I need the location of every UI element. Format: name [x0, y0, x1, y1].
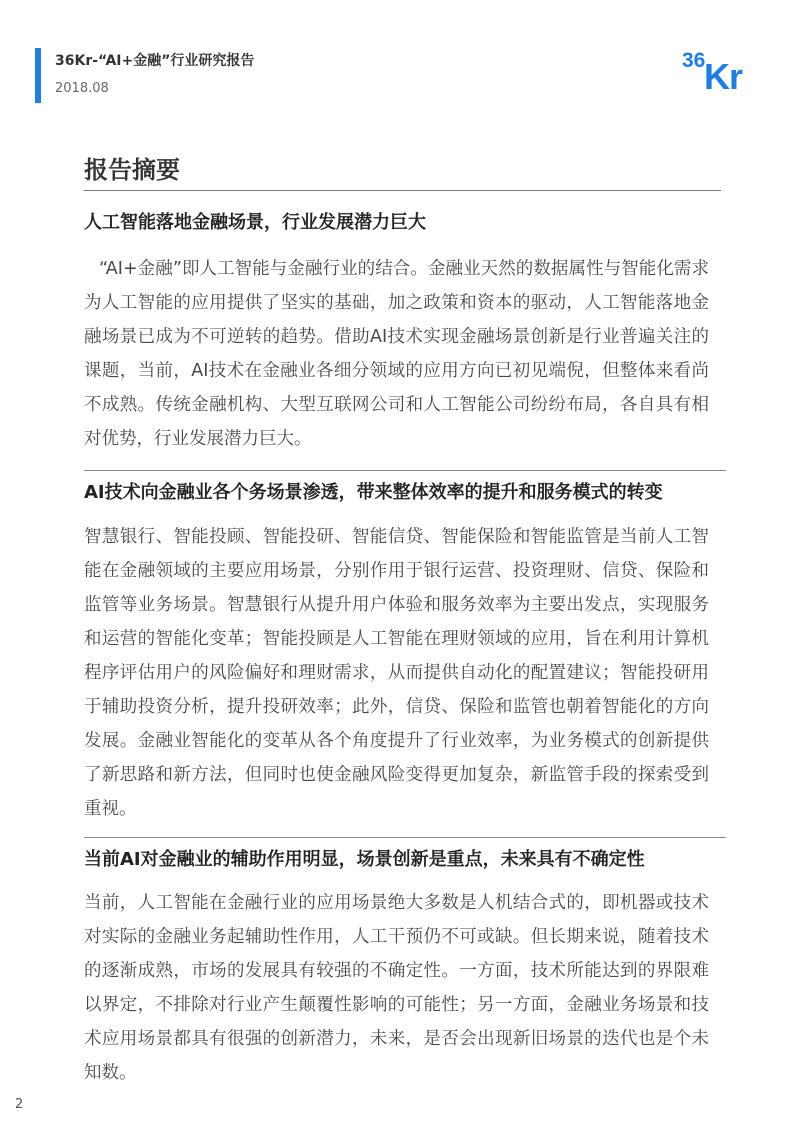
36kr-logo — [680, 44, 765, 94]
svg-text:Kr: Kr — [704, 56, 743, 94]
report-date: 2018.08 — [55, 81, 109, 96]
section-heading-3: 当前AI对金融业的辅助作用明显，场景创新是重点，未来具有不确定性 — [84, 849, 645, 870]
report-title: 36Kr-“AI+金融”行业研究报告 — [55, 53, 255, 69]
section-heading-1: 人工智能落地金融场景，行业发展潜力巨大 — [84, 212, 426, 233]
section-heading-2: AI技术向金融业各个务场景渗透，带来整体效率的提升和服务模式的转变 — [84, 482, 663, 503]
section-divider-2 — [84, 470, 726, 471]
page-number: 2 — [15, 1097, 24, 1112]
svg-text:36: 36 — [682, 49, 706, 72]
page-title: 报告摘要 — [84, 156, 180, 184]
section-divider-3 — [84, 837, 726, 838]
section-body-1: “AI+金融”即人工智能与金融行业的结合。金融业天然的数据属性与智能化需求为人工智能的应用提供了坚实的基础，加之政策和资本的驱动，人工智能落地金融场景已成为不可逆转的趋势。借助AI技术实现金融场景创新是行业普遍关注的课题，当前，AI技术在金融业各细分领域的应用方向已初见端倪，但整体来看尚不成熟。传统金融机构、大型互联网公司和人工智能公司纷纷布局，各自具有相对优势，行业发展潜力巨大。 — [84, 259, 709, 449]
header-accent-bar — [35, 48, 41, 103]
section-body-2: 智慧银行、智能投顾、智能投研、智能信贷、智能保险和智能监管是当前人工智能在金融领域的主要应用场景，分别作用于银行运营、投资理财、信贷、保险和监管等业务场景。智慧银行从提升用户体验和服务效率为主要出发点，实现服务和运营的智能化变革；智能投顾是人工智能在理财领域的应用，旨在利用计算机程序评估用户的风险偏好和理财需求，从而提供自动化的配置建议；智能投研用于辅助投资分析，提升投研效率；此外，信贷、保险和监管也朝着智能化的方向发展。金融业智能化的变革从各个角度提升了行业效率，为业务模式的创新提供了新思路和新方法，但同时也使金融风险变得更加复杂，新监管手段的探索受到重视。 — [84, 527, 709, 819]
section-body-3: 当前，人工智能在金融行业的应用场景绝大多数是人机结合式的，即机器或技术对实际的金融业务起辅助性作用，人工干预仍不可或缺。但长期来说，随着技术的逐渐成熟，市场的发展具有较强的不确定性。一方面，技术所能达到的界限难以界定，不排除对行业产生颠覆性影响的可能性；另一方面，金融业务场景和技术应用场景都具有很强的创新潜力，未来，是否会出现新旧场景的迭代也是个未知数。 — [84, 893, 709, 1083]
title-divider — [84, 190, 721, 191]
